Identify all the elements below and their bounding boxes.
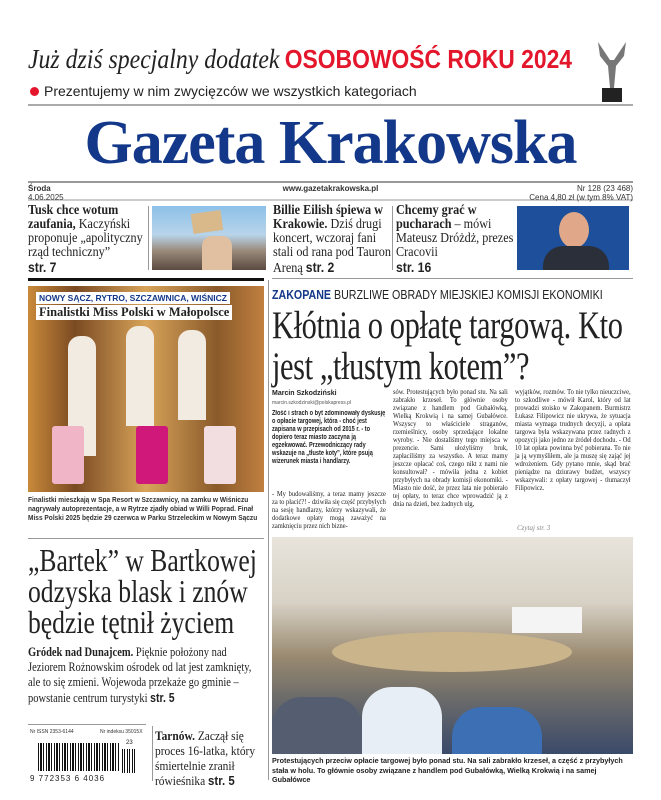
miss-kicker: NOWY SĄCZ, RYTRO, SZCZAWNICA, WIŚNICZ — [36, 292, 230, 304]
council-meeting-photo — [272, 537, 633, 754]
bartek-article — [28, 645, 266, 706]
teaser-bold: Tarnów. — [155, 728, 195, 743]
article-column-2: sów. Protestujących było ponad stu. Na sali zabrakło krzeseł. To głównie osoby związane z handlem pod Gubałówką, Wielką Krokwią i na samej Gubałówce. Wszyscy to właściciele straganów, rzemieślnicy, osoby sprzedające lokalne wyroby. - Nie dostaliśmy tego miejsca w prezencie. Sami ułożyliśmy bruk, zapłaciliśmy za wszystko. A teraz mamy jeszcze opłacać coś, czego nikt z nami nie konsultował? - mówiła jedna z kobiet przybyłych na obrady komisji ekonomiki. - Miasto nie dość, że przez lata nie pobierało tej opłaty, to teraz chce wprowadzić ją z dnia na dzień, bez żadnych ulg, — [393, 387, 508, 508]
teaser-text: Dziś drugi koncert, wczoraj fani stali od rana pod Tauron Areną — [273, 217, 391, 276]
photo-caption: Protestujących przeciw opłacie targowej było ponad stu. Na sali zabrakło krzeseł, a część z przybyłych stała w holu. To głównie osoby związane z handlem pod Gubałówką, Wielką Krokwią i na samej Gubałówce — [272, 756, 623, 784]
teaser-bold: Tusk chce wotum zaufania, — [28, 203, 119, 232]
page-ref: str. 2 — [305, 259, 335, 275]
price: Cena 4,80 zł (w tym 8% VAT) — [529, 193, 633, 202]
divider — [392, 206, 393, 270]
page-ref: str. 5 — [208, 773, 235, 788]
page-ref: str. 16 — [396, 259, 432, 275]
barcode-addon-number: 23 — [126, 740, 133, 746]
index-number: Nr indeksu 35015X — [100, 729, 143, 735]
promo-banner[interactable] — [28, 44, 572, 75]
column-divider — [268, 280, 269, 780]
teaser-text: Zaczął się proces 16-latka, który śmiertelnie zranił rówieśnika — [155, 728, 256, 788]
issue-number: Nr 128 (23 468) — [576, 184, 633, 193]
article-column-1: - My budowaliśmy, a teraz mamy jeszcze za to płacić?! - dziwiła się część przybyłych na sesję handlarzy, którzy wskazywali, że dodatkowe opłaty mogą zaważyć na zamknięciu przez nich bizne- — [272, 489, 386, 530]
miss-caption: Finalistki mieszkają w Spa Resort w Szczawnicy, na zamku w Wiśniczu nagrywały autoprezentacje, a w Rytrze zjadły obiad w Willi Poprad. Finał Miss Polski 2025 będzie 29 czerwca w Parku Strzeleckim w Nowym Sączu — [28, 495, 258, 522]
promo-subtitle — [30, 83, 417, 99]
mateusz-drozdz-photo — [517, 206, 629, 270]
bartek-text: Pięknie położony nad Jeziorem Rożnowskim ośrodek od lat jest zamknięty, ale to się zmieni. Wojewoda przekaże go gminie – powstanie centrum turystyki — [28, 645, 252, 705]
author-email[interactable]: marcin.szkodzinski@polskapress.pl — [272, 400, 351, 406]
kicker-text: BURZLIWE OBRADY MIEJSKIEJ KOMISJI EKONOMIKI — [333, 287, 603, 302]
issue-day: Środa — [28, 184, 51, 193]
masthead-logo[interactable]: Gazeta Krakowska — [84, 109, 577, 177]
bullet-icon — [30, 87, 39, 96]
barcode — [38, 743, 120, 771]
main-kicker — [272, 287, 603, 302]
promo-subtitle-text: Prezentujemy w nim zwycięzców we wszystkich kategoriach — [44, 83, 417, 99]
author: Marcin Szkodziński — [272, 390, 337, 397]
divider — [152, 726, 153, 781]
divider — [148, 206, 149, 270]
teaser-tarnow[interactable] — [155, 728, 267, 788]
kicker-place: ZAKOPANE — [272, 287, 332, 302]
promo-lead: Już dziś specjalny dodatek — [28, 44, 280, 74]
teaser-bold: Billie Eilish śpiewa w Krakowie. — [273, 203, 383, 232]
divider — [28, 538, 264, 539]
info-bar — [28, 181, 633, 201]
divider — [28, 724, 146, 725]
trophy-icon — [594, 40, 630, 104]
main-headline[interactable]: Kłótnia o opłatę targową. Kto jest „tłustym kotem”? — [272, 304, 623, 388]
miss-title[interactable]: Finalistki Miss Polski w Małopolsce — [36, 305, 232, 320]
continued-link[interactable]: Czytaj str. 3 — [517, 524, 551, 532]
page-ref: str. 7 — [28, 259, 57, 275]
divider — [28, 278, 264, 281]
bartek-headline[interactable]: „Bartek” w Bartkowej odzyska blask i znów będzie tętnił życiem — [28, 542, 257, 640]
teaser-text: – mówi Mateusz Dróżdż, prezes Cracovii — [396, 217, 514, 260]
bartek-bold: Gródek nad Dunajcem. — [28, 645, 134, 659]
promo-title[interactable]: OSOBOWOŚĆ ROKU 2024 — [284, 44, 573, 74]
website-link[interactable]: www.gazetakrakowska.pl — [282, 184, 379, 193]
concert-fans-photo — [152, 206, 266, 270]
article-column-3: wyjątków, rozmów. To nie tylko nieuczciwe, to szkodliwe - mówił Karol, który od lat prowadzi stoisko w Zakopanem. Burmistrz Łukasz Filipowicz nie ukrywa, że sytuacja miasta wymaga trudnych decyzji, a opłata targowa była wskazywana przez radnych z opozycji jako jedno ze źródeł dochodu. - Od 10 lat opłata powinna być pobierana. To nie ja ją wymyśliłem, ale ja muszę się zająć jej wdrożeniem. Gdy pytano mnie, skąd brać pieniądze na dziurawy budżet, wszyscy wskazywali: z opłaty targowej - tłumaczył Filipowicz. — [515, 387, 631, 492]
teaser-tusk[interactable] — [28, 204, 146, 276]
issn: Nr ISSN 2353-6144 — [30, 729, 74, 735]
teaser-bold: Chcemy grać w pucharach — [396, 203, 477, 232]
page-ref: str. 5 — [150, 690, 175, 705]
issue-date: 4.06.2025 — [28, 193, 64, 202]
divider — [28, 104, 633, 106]
teaser-billie-eilish[interactable] — [273, 204, 391, 276]
article-lead: Złość i strach o byt zdominowały dyskusję o opłacie targowej, która - choć jest zapisana w przepisach od 2015 r. - to dopiero teraz miasto zaczyna ją egzekwować. Przewodniczący rady wskazuje na „tłuste koty”, które psują wizerunek miasta i handlarzy. — [272, 410, 386, 465]
teaser-cracovia[interactable] — [396, 204, 514, 276]
divider — [272, 278, 633, 279]
barcode-addon — [122, 749, 136, 773]
barcode-number: 9 772353 6 4036 — [30, 774, 106, 783]
teaser-text: Kaczyński proponuje „apolityczny rząd techniczny” — [28, 217, 143, 260]
